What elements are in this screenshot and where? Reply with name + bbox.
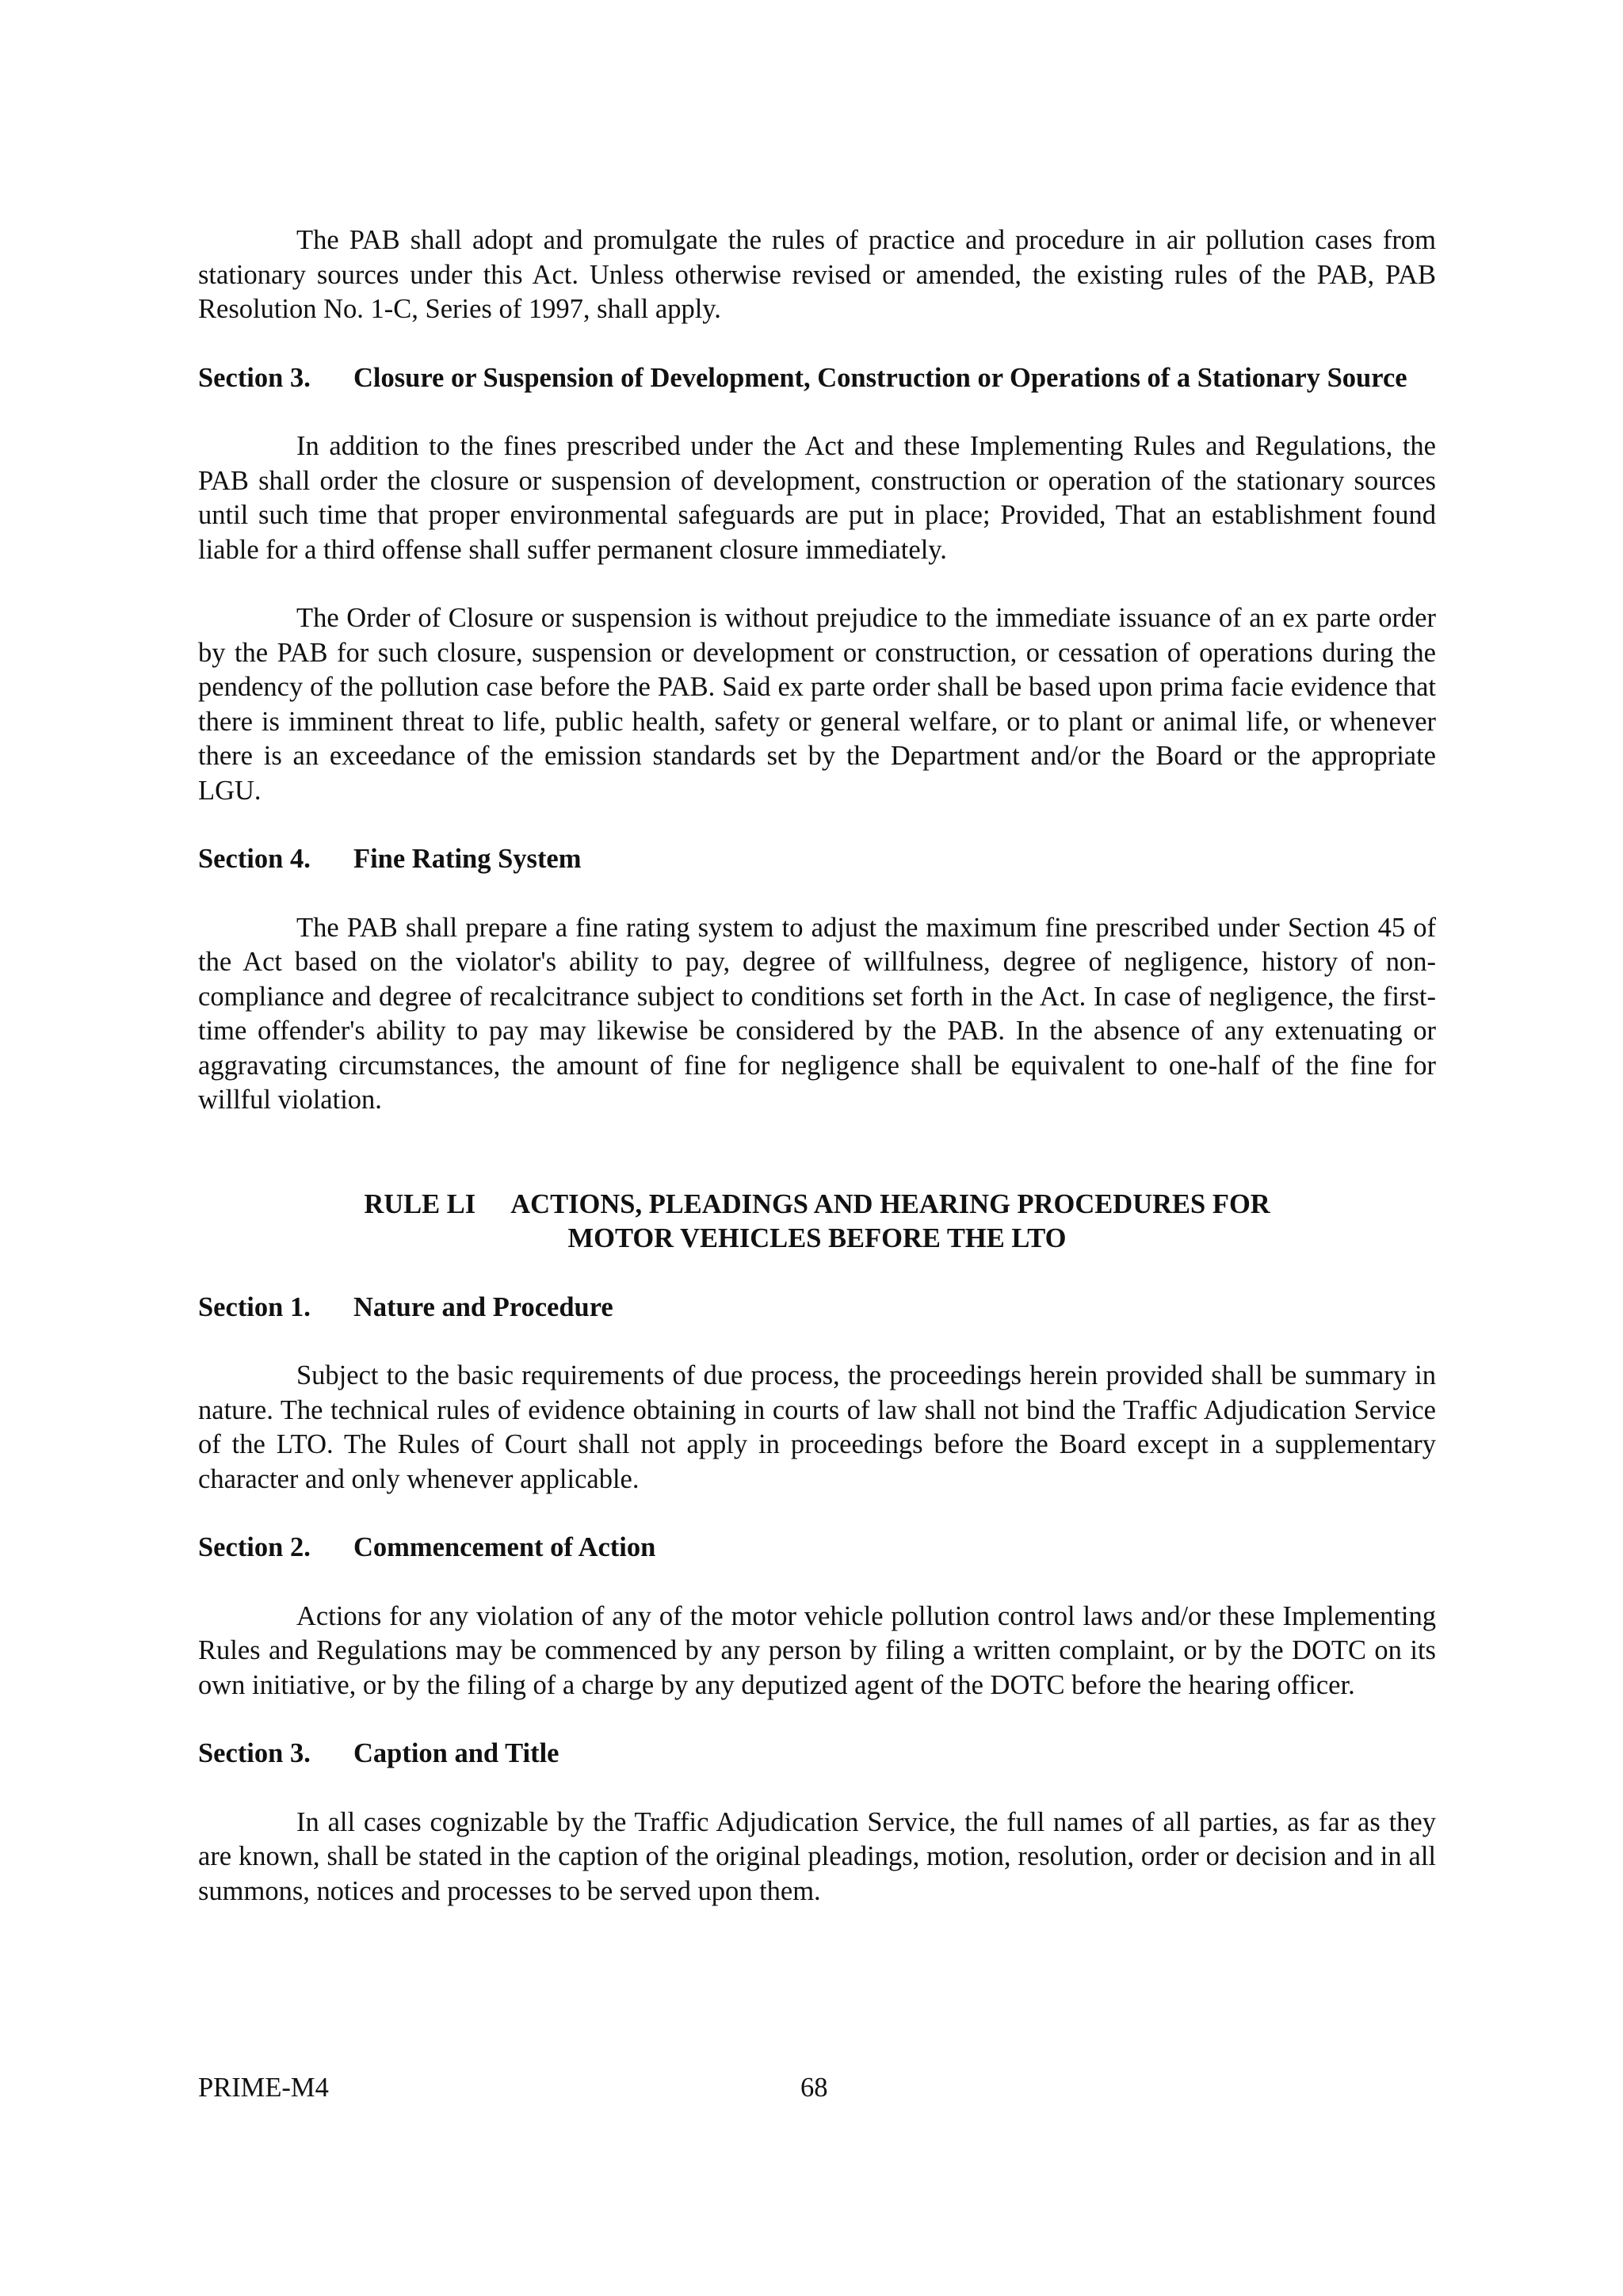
rule-number: RULE LI: [364, 1188, 476, 1219]
rule-heading-line1: [198, 1188, 1436, 1222]
paragraph-fine-rating: The PAB shall prepare a fine rating system to adjust the maximum fine prescribed under Section 45 of the Act based on the violator's ability to pay, degree of willfulness, degree of negligence, history of non-compliance and degree of recalcitrance subject to conditions set forth in the Act. In case of negligence, the first-time offender's ability to pay may likewise be considered by the PAB. In the absence of any extenuating or aggravating circumstances, the amount of fine for negligence shall be equivalent to one-half of the fine for willful violation.: [198, 912, 1436, 1115]
rule-title-line2: MOTOR VEHICLES BEFORE THE LTO: [567, 1223, 1067, 1253]
page-number: 68: [800, 2073, 828, 2103]
section-number: Section 1.: [198, 1291, 311, 1322]
section-4-heading: [198, 842, 1436, 877]
section-number: Section 3.: [198, 1738, 311, 1768]
section-number: Section 4.: [198, 844, 311, 874]
section-title: Closure or Suspension of Development, Construction or Operations of a Stationary Source: [353, 362, 1407, 393]
paragraph-closure: In addition to the fines prescribed under the Act and these Implementing Rules and Regulations, the PAB shall order the closure or suspension of development, construction or operation of the stationary sources until such time that proper environmental safeguards are put in place; Provided, That an establishment found liable for a third offense shall suffer permanent closure immediately.: [198, 431, 1436, 565]
paragraph-caption: In all cases cognizable by the Traffic Adjudication Service, the full names of all parties, as far as they are known, shall be stated in the caption of the original pleadings, motion, resolution, order or decision and in all summons, notices and processes to be served upon them.: [198, 1806, 1436, 1906]
section-title: Commencement of Action: [353, 1532, 656, 1562]
footer-doc-id: PRIME-M4: [198, 2073, 329, 2103]
rule-title-line1: ACTIONS, PLEADINGS AND HEARING PROCEDURES FOR: [510, 1188, 1270, 1219]
paragraph-nature: Subject to the basic requirements of due process, the proceedings herein provided shall be summary in nature. The technical rules of evidence obtaining in courts of law shall not bind the Traffic Adjudication Service of the LTO. The Rules of Court shall not apply in proceedings before the Board except in a supplementary character and only whenever applicable.: [198, 1360, 1436, 1494]
section-number: Section 2.: [198, 1532, 311, 1562]
section-number: Section 3.: [198, 362, 311, 393]
rule-section-3-heading: [198, 1737, 1436, 1772]
rule-section-1-heading: [198, 1291, 1436, 1325]
section-title: Nature and Procedure: [353, 1291, 613, 1322]
document-page: [198, 223, 1436, 1909]
section-title: Fine Rating System: [353, 844, 582, 874]
paragraph-ex-parte: The Order of Closure or suspension is without prejudice to the immediate issuance of an ex parte order by the PAB for such closure, suspension or development or construction, or cessation of operations during the pendency of the pollution case before the PAB. Said ex parte order shall be based upon prima facie evidence that there is imminent threat to life, public health, safety or general welfare, or to plant or animal life, or whenever there is an exceedance of the emission standards set by the Department and/or the Board or the appropriate LGU.: [198, 603, 1436, 806]
rule-section-2-heading: [198, 1531, 1436, 1566]
rule-heading: [198, 1188, 1436, 1257]
section-title: Caption and Title: [353, 1738, 559, 1768]
paragraph-pab-rules: The PAB shall adopt and promulgate the rules of practice and procedure in air pollution cases from stationary sources under this Act. Unless otherwise revised or amended, the existing rules of the PAB, PAB Resolution No. 1-C, Series of 1997, shall apply.: [198, 225, 1436, 324]
section-3-heading: [198, 361, 1436, 396]
paragraph-commencement: Actions for any violation of any of the motor vehicle pollution control laws and/or these Implementing Rules and Regulations may be commenced by any person by filing a written complaint, or by the DOTC on its own initiative, or by the filing of a charge by any deputized agent of the DOTC before the hearing officer.: [198, 1600, 1436, 1700]
